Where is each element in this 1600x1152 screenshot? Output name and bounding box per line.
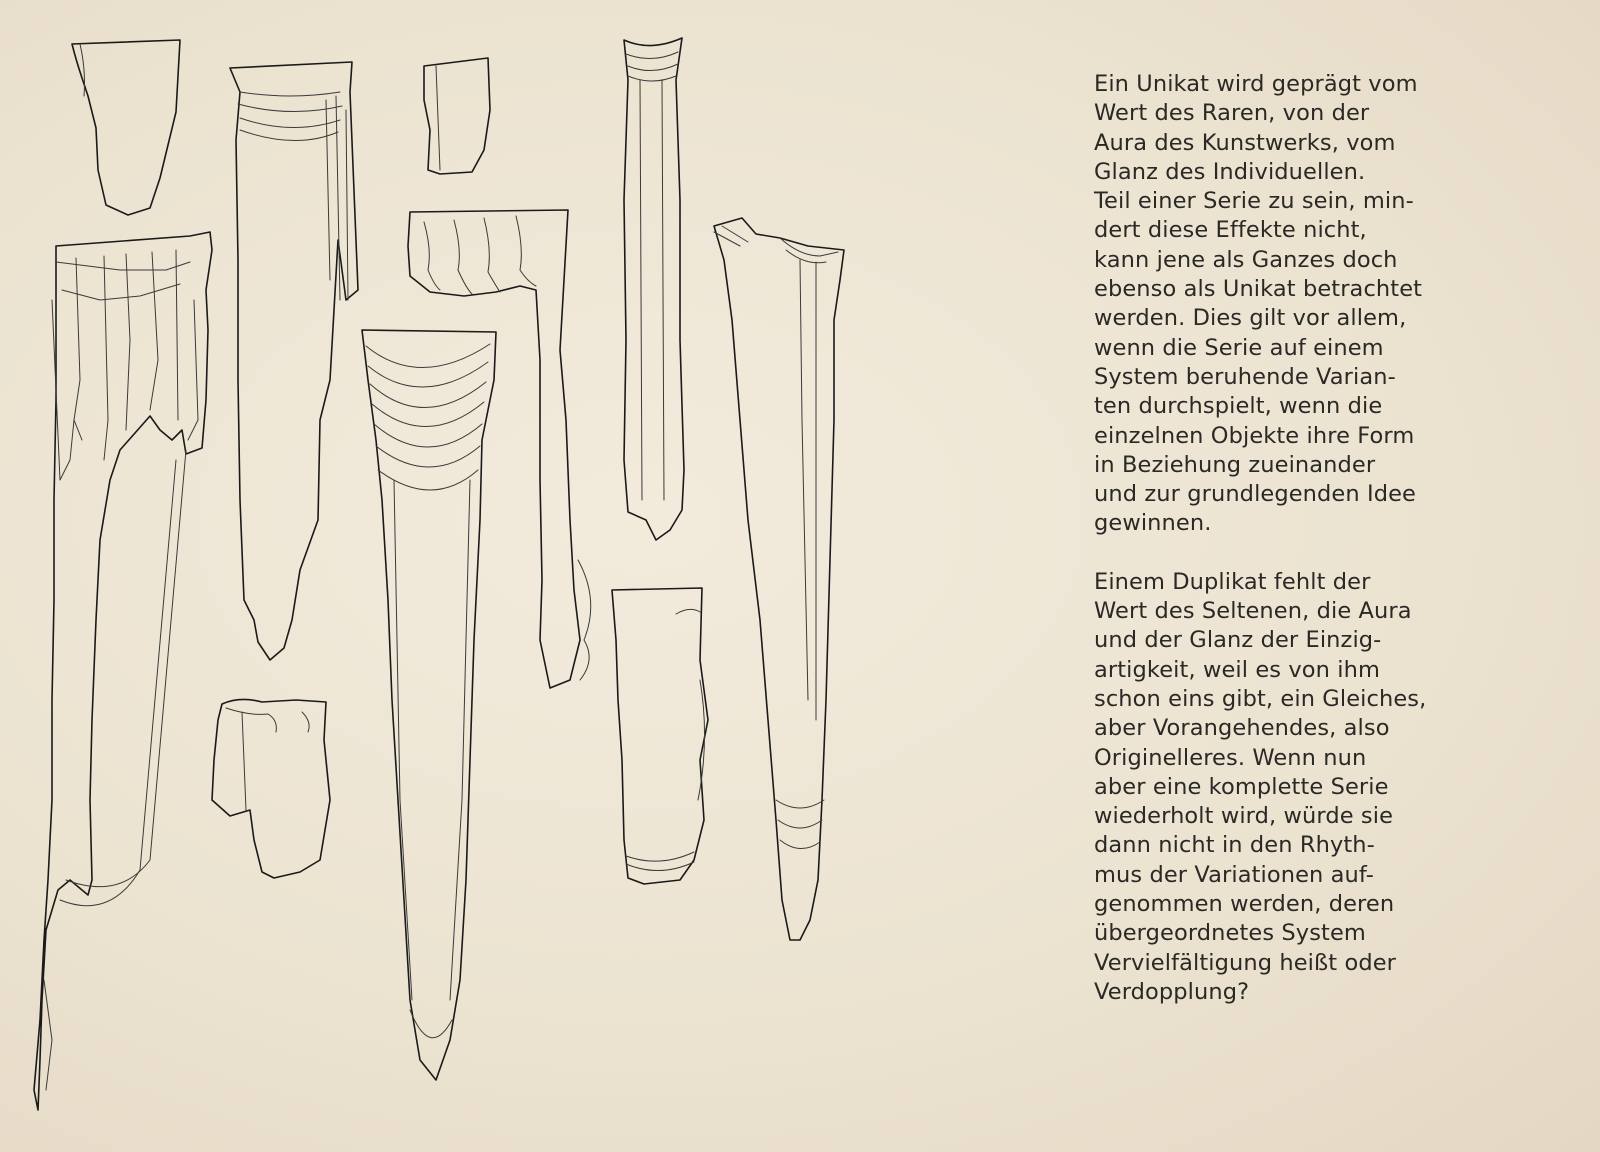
text-line: Verdopplung? (1094, 978, 1250, 1005)
wire-garment-long-center (362, 330, 496, 1080)
wall-text-panel (1094, 70, 1444, 1007)
text-line: Teil einer Serie zu sein, min- (1094, 188, 1414, 215)
wall-text-paragraph-1 (1094, 70, 1444, 539)
wire-garment-small-top-left (72, 40, 180, 215)
text-line: Glanz des Individuellen. (1094, 158, 1366, 185)
text-line: werden. Dies gilt vor allem, (1094, 305, 1407, 332)
text-line: mus der Variationen auf- (1094, 861, 1374, 888)
wire-garment-top-middle (230, 62, 358, 660)
text-line: wenn die Serie auf einem (1094, 334, 1384, 361)
text-line: übergeordnetes System (1094, 920, 1366, 947)
text-line: Aura des Kunstwerks, vom (1094, 129, 1396, 156)
text-line: System beruhende Varian- (1094, 363, 1396, 390)
wire-panel-lower-center (612, 588, 708, 884)
text-line: Wert des Seltenen, die Aura (1094, 598, 1412, 625)
wall-text-paragraph-2 (1094, 568, 1444, 1007)
text-line: Originelleres. Wenn nun (1094, 744, 1367, 771)
text-line: Vervielfältigung heißt oder (1094, 949, 1397, 976)
text-line: gewinnen. (1094, 510, 1212, 537)
text-line: wiederholt wird, würde sie (1094, 803, 1394, 830)
text-line: in Beziehung zueinander (1094, 451, 1376, 478)
text-line: Ein Unikat wird geprägt vom (1094, 71, 1418, 97)
text-line: einzelnen Objekte ihre Form (1094, 422, 1415, 449)
wire-garment-curtain-top (408, 210, 591, 688)
text-line: ebenso als Unikat betrachtet (1094, 276, 1423, 303)
text-line: dert diese Effekte nicht, (1094, 217, 1367, 244)
text-line: kann jene als Ganzes doch (1094, 246, 1398, 273)
text-line: genommen werden, deren (1094, 891, 1395, 918)
text-line: und zur grundlegenden Idee (1094, 481, 1416, 508)
text-line: aber Vorangehendes, also (1094, 715, 1390, 742)
text-line: schon eins gibt, ein Gleiches, (1094, 685, 1427, 712)
text-line: Wert des Raren, von der (1094, 100, 1370, 127)
text-line: und der Glanz der Einzig- (1094, 627, 1382, 654)
wire-garment-long-right (714, 218, 844, 940)
text-line: ten durchspielt, wenn die (1094, 393, 1383, 420)
text-line: artigkeit, weil es von ihm (1094, 656, 1380, 683)
text-line: aber eine komplette Serie (1094, 773, 1389, 800)
wire-column-narrow (624, 38, 684, 540)
wire-square-top-center (424, 58, 490, 174)
text-line: Einem Duplikat fehlt der (1094, 568, 1371, 595)
wire-panel-small-bottom-left (212, 699, 330, 878)
text-line: dann nicht in den Rhyth- (1094, 832, 1375, 859)
wire-garment-large-left (34, 232, 212, 1110)
